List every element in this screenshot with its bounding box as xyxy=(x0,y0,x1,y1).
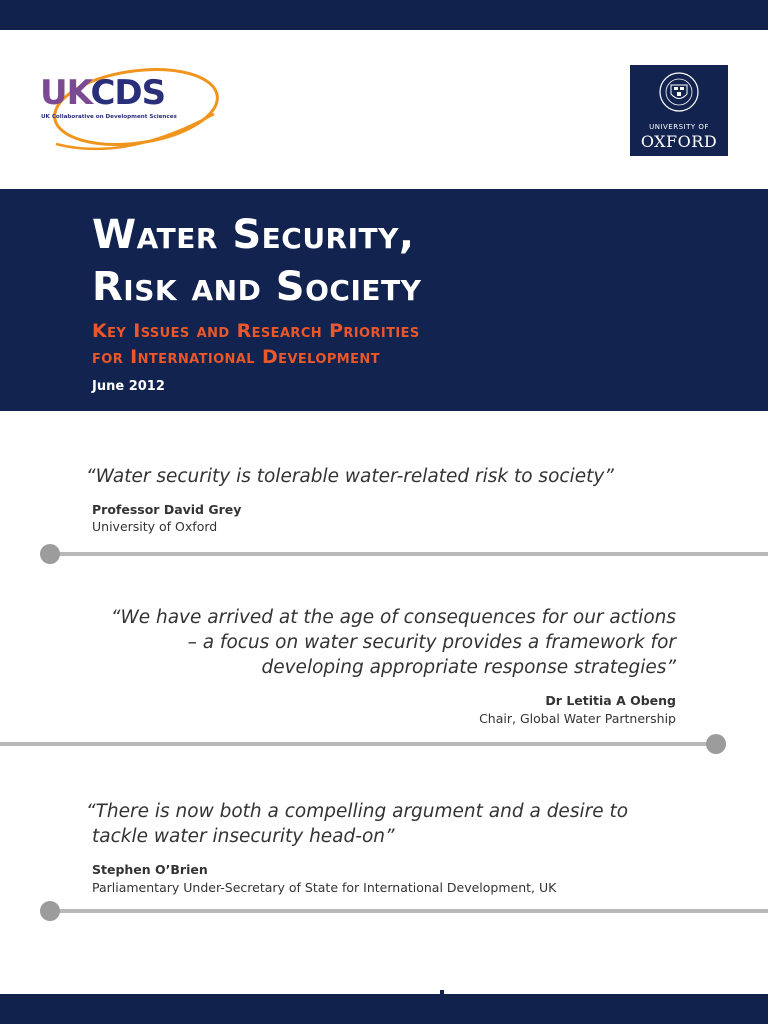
top-bar xyxy=(0,0,768,30)
quote-3-line-2: tackle water insecurity head-on” xyxy=(92,826,395,847)
document-title xyxy=(92,209,421,313)
title-band xyxy=(0,189,768,411)
quote-1-role: University of Oxford xyxy=(92,519,218,534)
oxford-university-of: UNIVERSITY OF xyxy=(649,123,709,131)
quote-2-author: Dr Letitia A Obeng xyxy=(545,693,676,708)
oxford-logo xyxy=(630,65,728,156)
ukcds-logo xyxy=(36,62,226,158)
ukcds-tagline: UK Collaborative on Development Sciences xyxy=(41,114,177,120)
quote-2-role: Chair, Global Water Partnership xyxy=(479,711,676,726)
quote-3-role: Parliamentary Under-Secretary of State for International Development, UK xyxy=(92,880,557,895)
divider-2 xyxy=(0,742,716,746)
quote-3-line-1: “There is now both a compelling argument and a desire to xyxy=(86,801,629,822)
divider-2-dot xyxy=(706,734,726,754)
quote-3-author: Stephen O’Brien xyxy=(92,862,208,877)
title-line-2: Risk and Society xyxy=(92,264,422,310)
title-line-1: Water Security, xyxy=(92,212,415,258)
divider-1-dot xyxy=(40,544,60,564)
oxford-crest-icon xyxy=(658,71,700,113)
subtitle-line-2: for International Development xyxy=(92,346,380,368)
subtitle-line-1: Key Issues and Research Priorities xyxy=(92,320,420,342)
quote-1-text xyxy=(86,464,614,489)
divider-1 xyxy=(50,552,768,556)
divider-3 xyxy=(50,909,768,913)
bottom-bar-notch xyxy=(440,990,444,994)
bottom-bar xyxy=(0,994,768,1024)
ukcds-wordmark xyxy=(40,73,166,113)
oxford-name: OXFORD xyxy=(640,132,718,151)
quote-3-text xyxy=(86,799,628,849)
ukcds-cds: CDS xyxy=(90,73,166,113)
quote-2-line-2: – a focus on water security provides a framework for xyxy=(187,632,676,653)
document-subtitle xyxy=(92,318,420,370)
quote-1-line-1: “Water security is tolerable water-related risk to society” xyxy=(86,466,614,487)
ukcds-uk: UK xyxy=(40,73,91,113)
publication-date: June 2012 xyxy=(92,379,165,394)
quote-1-author: Professor David Grey xyxy=(92,502,242,517)
quote-2-text xyxy=(111,605,676,680)
quote-2-line-1: “We have arrived at the age of consequences for our actions xyxy=(110,607,676,628)
quote-2-line-3: developing appropriate response strategies” xyxy=(261,657,676,678)
divider-3-dot xyxy=(40,901,60,921)
